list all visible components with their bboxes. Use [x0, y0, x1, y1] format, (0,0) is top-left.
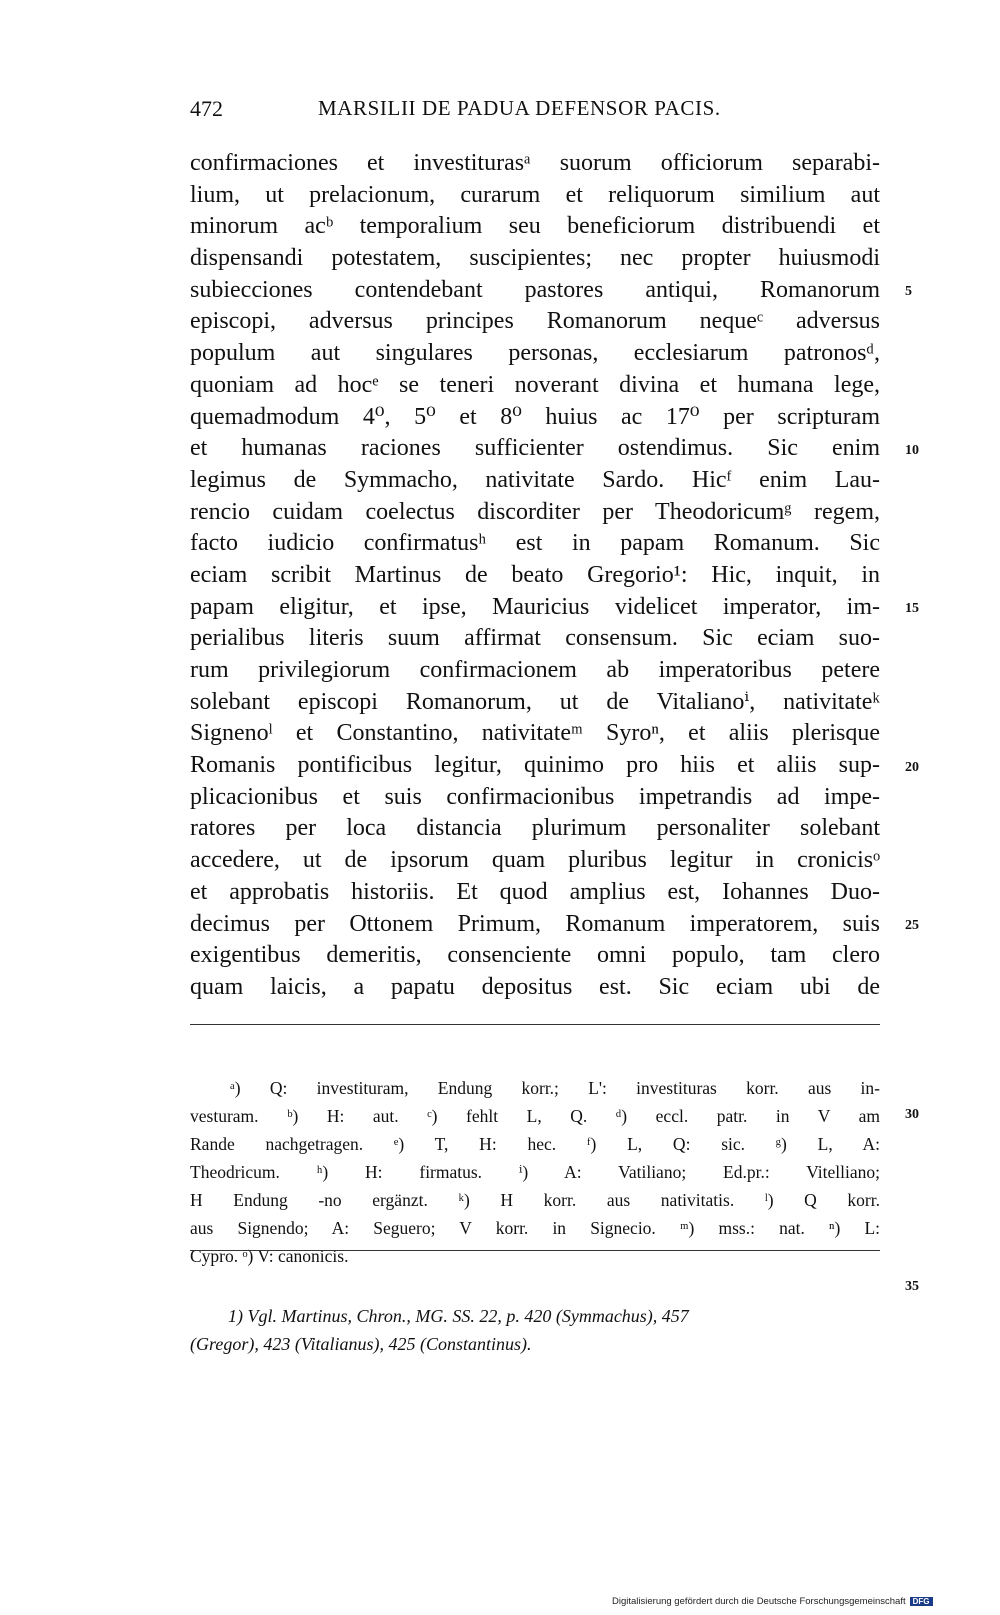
text-line: dispensandi potestatem, suscipientes; nec propter huiusmodi — [190, 245, 880, 272]
line-number: 20 — [905, 760, 919, 775]
line-number: 10 — [905, 443, 919, 458]
apparatus-line: Rande nachgetragen. ᵉ) T, H: hec. ᶠ) L, Q: sic. ᵍ) L, A: — [190, 1134, 880, 1154]
text-line: Romanis pontificibus legitur, quinimo pro hiis et aliis sup- — [190, 752, 880, 779]
divider — [190, 1024, 880, 1025]
text-line: papam eligitur, et ipse, Mauricius videlicet imperator, im- — [190, 593, 880, 620]
footnote-line: (Gregor), 423 (Vitalianus), 425 (Constantinus). — [190, 1334, 532, 1354]
text-line: rum privilegiorum confirmacionem ab imperatoribus petere — [190, 657, 880, 683]
line-number: 5 — [905, 284, 912, 299]
text-line: Signenoˡ et Constantino, nativitateᵐ Syroⁿ, et aliis plerisque — [190, 720, 880, 747]
text-line: facto iudicio confirmatusʰ est in papam Romanum. Sic — [190, 530, 880, 557]
text-line: subiecciones contendebant pastores antiqui, Romanorum — [190, 276, 880, 303]
text-line: perialibus literis suum affirmat consensum. Sic eciam suo- — [190, 625, 880, 652]
footnotes — [190, 1302, 880, 1358]
text-line: lium, ut prelacionum, curarum et reliquorum similium aut — [190, 181, 880, 208]
line-number: 25 — [905, 918, 919, 933]
text-line: eciam scribit Martinus de beato Gregorio¹: Hic, inquit, in — [190, 561, 880, 588]
text-line: quemadmodum 4⁰, 5⁰ et 8⁰ huius ac 17⁰ per scripturam — [190, 403, 880, 430]
apparatus-line: vesturam. ᵇ) H: aut. ᶜ) fehlt L, Q. ᵈ) eccl. patr. in V am — [190, 1106, 880, 1126]
line-number: 30 — [905, 1107, 919, 1122]
text-line: rencio cuidam coelectus discorditer per Theodoricumᵍ regem, — [190, 498, 880, 525]
text-line: exigentibus demeritis, consenciente omni populo, tam clero — [190, 942, 880, 969]
text-line: plicacionibus et suis confirmacionibus impetrandis ad impe- — [190, 783, 880, 810]
apparatus-line: Theodricum. ʰ) H: firmatus. ⁱ) A: Vatiliano; Ed.pr.: Vitelliano; — [190, 1162, 880, 1182]
text-line: decimus per Ottonem Primum, Romanum imperatorem, suis — [190, 910, 880, 937]
apparatus-line: H Endung -no ergänzt. ᵏ) H korr. aus nativitatis. ˡ) Q korr. — [190, 1190, 880, 1210]
text-line: minorum acᵇ temporalium seu beneficiorum distribuendi et — [190, 213, 880, 240]
running-head: MARSILII DE PADUA DEFENSOR PACIS. — [318, 96, 721, 120]
divider — [190, 1250, 880, 1251]
credit-text: Digitalisierung gefördert durch die Deutsche Forschungsgemeinschaft — [612, 1596, 906, 1607]
main-text — [190, 148, 880, 1004]
text-line: et approbatis historiis. Et quod amplius est, Iohannes Duo- — [190, 878, 880, 905]
text-line: quoniam ad hocᵉ se teneri noverant divina et humana lege, — [190, 371, 880, 398]
line-number: 15 — [905, 601, 919, 616]
text-line: legimus de Symmacho, nativitate Sardo. Hicᶠ enim Lau- — [190, 466, 880, 493]
critical-apparatus — [190, 1074, 880, 1270]
apparatus-line: Cypro. ᵒ) V: canonicis. — [190, 1246, 349, 1266]
page-number: 472 — [190, 96, 223, 121]
dfg-logo: DFG — [910, 1597, 933, 1606]
footnote-line: 1) Vgl. Martinus, Chron., MG. SS. 22, p. 420 (Symmachus), 457 — [228, 1306, 689, 1326]
text-line: confirmaciones et investiturasᵃ suorum officiorum separabi- — [190, 150, 880, 176]
digitization-credit — [612, 1596, 933, 1607]
apparatus-line: aus Signendo; A: Seguero; V korr. in Signecio. ᵐ) mss.: nat. ⁿ) L: — [190, 1218, 880, 1238]
text-line: accedere, ut de ipsorum quam pluribus legitur in cronicisᵒ — [190, 847, 880, 874]
text-line: et humanas raciones sufficienter ostendimus. Sic enim — [190, 435, 880, 462]
text-line: solebant episcopi Romanorum, ut de Vitalianoⁱ, nativitateᵏ — [190, 688, 880, 715]
text-line: quam laicis, a papatu depositus est. Sic eciam ubi de — [190, 973, 880, 1000]
apparatus-line: ᵃ) Q: investituram, Endung korr.; L': investituras korr. aus in- — [230, 1078, 880, 1098]
line-number: 35 — [905, 1279, 919, 1294]
text-line: populum aut singulares personas, ecclesiarum patronosᵈ, — [190, 340, 880, 367]
text-line: episcopi, adversus principes Romanorum nequeᶜ adversus — [190, 308, 880, 335]
text-line: ratores per loca distancia plurimum personaliter solebant — [190, 815, 880, 842]
page-header — [190, 96, 880, 132]
